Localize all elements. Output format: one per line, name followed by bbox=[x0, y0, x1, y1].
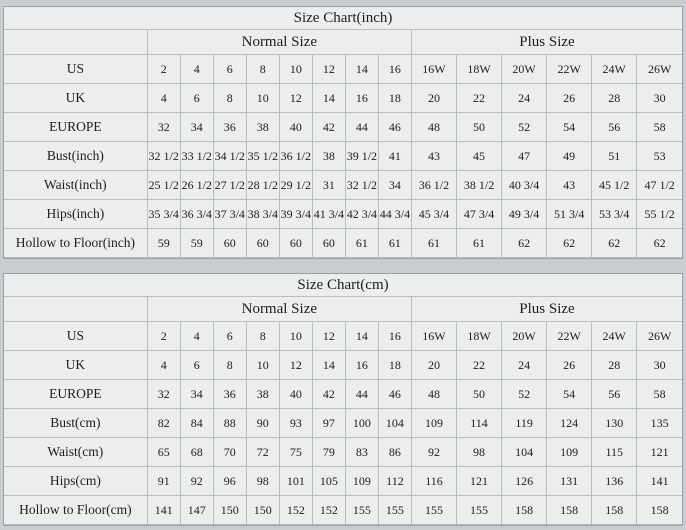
cell: 61 bbox=[378, 229, 411, 258]
cell: 114 bbox=[457, 409, 502, 438]
cell: 126 bbox=[502, 467, 547, 496]
row-label: EUROPE bbox=[4, 380, 147, 409]
cell: 68 bbox=[180, 438, 213, 467]
cell: 61 bbox=[345, 229, 378, 258]
cell: 16 bbox=[378, 322, 411, 351]
table-row bbox=[4, 55, 682, 84]
cell: 147 bbox=[180, 496, 213, 525]
cell: 49 bbox=[547, 142, 592, 171]
table-row bbox=[4, 200, 682, 229]
cell: 37 3/4 bbox=[213, 200, 246, 229]
cell: 12 bbox=[312, 322, 345, 351]
cell: 72 bbox=[246, 438, 279, 467]
cell: 22 bbox=[457, 84, 502, 113]
row-label: Hips(cm) bbox=[4, 467, 147, 496]
row-label: Bust(cm) bbox=[4, 409, 147, 438]
cell: 26 bbox=[547, 351, 592, 380]
cell: 4 bbox=[147, 351, 180, 380]
cell: 16W bbox=[411, 55, 456, 84]
cell: 34 bbox=[180, 380, 213, 409]
cell: 86 bbox=[378, 438, 411, 467]
cell: 101 bbox=[279, 467, 312, 496]
cell: 46 bbox=[378, 113, 411, 142]
cell: 104 bbox=[378, 409, 411, 438]
cell: 29 1/2 bbox=[279, 171, 312, 200]
cell: 8 bbox=[246, 55, 279, 84]
cell: 62 bbox=[637, 229, 682, 258]
cell: 24 bbox=[502, 84, 547, 113]
chart-group-row bbox=[4, 30, 682, 55]
cell: 38 bbox=[246, 380, 279, 409]
cell: 8 bbox=[213, 351, 246, 380]
cell: 119 bbox=[502, 409, 547, 438]
cell: 43 bbox=[547, 171, 592, 200]
cell: 70 bbox=[213, 438, 246, 467]
table-row bbox=[4, 142, 682, 171]
cell: 61 bbox=[411, 229, 456, 258]
cell: 28 1/2 bbox=[246, 171, 279, 200]
cell: 38 bbox=[246, 113, 279, 142]
cell: 109 bbox=[547, 438, 592, 467]
cell: 44 3/4 bbox=[378, 200, 411, 229]
cell: 136 bbox=[592, 467, 637, 496]
cell: 135 bbox=[637, 409, 682, 438]
cell: 32 bbox=[147, 113, 180, 142]
table-row bbox=[4, 84, 682, 113]
cell: 2 bbox=[147, 55, 180, 84]
cell: 6 bbox=[213, 322, 246, 351]
cell: 22W bbox=[547, 55, 592, 84]
cell: 109 bbox=[411, 409, 456, 438]
cell: 141 bbox=[637, 467, 682, 496]
cell: 34 bbox=[378, 171, 411, 200]
cell: 32 1/2 bbox=[147, 142, 180, 171]
cell: 43 bbox=[411, 142, 456, 171]
cell: 38 bbox=[312, 142, 345, 171]
row-label: US bbox=[4, 322, 147, 351]
chart-group-row bbox=[4, 297, 682, 322]
table-row bbox=[4, 438, 682, 467]
cell: 30 bbox=[637, 351, 682, 380]
cell: 10 bbox=[246, 84, 279, 113]
cell: 42 bbox=[312, 113, 345, 142]
row-label: UK bbox=[4, 84, 147, 113]
cell: 14 bbox=[345, 55, 378, 84]
cell: 25 1/2 bbox=[147, 171, 180, 200]
cell: 61 bbox=[457, 229, 502, 258]
cell: 42 bbox=[312, 380, 345, 409]
cell: 2 bbox=[147, 322, 180, 351]
cell: 98 bbox=[457, 438, 502, 467]
cell: 93 bbox=[279, 409, 312, 438]
cell: 121 bbox=[637, 438, 682, 467]
cell: 10 bbox=[279, 322, 312, 351]
cell: 44 bbox=[345, 380, 378, 409]
group-normal-size: Normal Size bbox=[147, 30, 411, 55]
cell: 84 bbox=[180, 409, 213, 438]
cell: 12 bbox=[279, 351, 312, 380]
cell: 91 bbox=[147, 467, 180, 496]
cell: 36 3/4 bbox=[180, 200, 213, 229]
cell: 26 1/2 bbox=[180, 171, 213, 200]
cell: 6 bbox=[213, 55, 246, 84]
cell: 39 1/2 bbox=[345, 142, 378, 171]
chart-title-row bbox=[4, 274, 682, 297]
cell: 38 1/2 bbox=[457, 171, 502, 200]
cell: 50 bbox=[457, 113, 502, 142]
cell: 6 bbox=[180, 84, 213, 113]
cell: 62 bbox=[502, 229, 547, 258]
cell: 27 1/2 bbox=[213, 171, 246, 200]
table-row bbox=[4, 409, 682, 438]
cell: 59 bbox=[147, 229, 180, 258]
cell: 38 3/4 bbox=[246, 200, 279, 229]
cell: 26W bbox=[637, 55, 682, 84]
cell: 16 bbox=[345, 351, 378, 380]
cell: 58 bbox=[637, 113, 682, 142]
cell: 54 bbox=[547, 113, 592, 142]
cell: 50 bbox=[457, 380, 502, 409]
cell: 141 bbox=[147, 496, 180, 525]
cell: 42 3/4 bbox=[345, 200, 378, 229]
cell: 4 bbox=[147, 84, 180, 113]
cell: 33 1/2 bbox=[180, 142, 213, 171]
cell: 14 bbox=[345, 322, 378, 351]
row-label: Hollow to Floor(cm) bbox=[4, 496, 147, 525]
cell: 62 bbox=[547, 229, 592, 258]
cell: 98 bbox=[246, 467, 279, 496]
cell: 131 bbox=[547, 467, 592, 496]
cell: 35 3/4 bbox=[147, 200, 180, 229]
cell: 6 bbox=[180, 351, 213, 380]
cell: 49 3/4 bbox=[502, 200, 547, 229]
cell: 32 bbox=[147, 380, 180, 409]
table-row bbox=[4, 467, 682, 496]
cell: 24W bbox=[592, 55, 637, 84]
cell: 155 bbox=[345, 496, 378, 525]
cell: 79 bbox=[312, 438, 345, 467]
cell: 18 bbox=[378, 351, 411, 380]
cell: 40 bbox=[279, 113, 312, 142]
cell: 34 1/2 bbox=[213, 142, 246, 171]
cell: 45 3/4 bbox=[411, 200, 456, 229]
cell: 20W bbox=[502, 55, 547, 84]
cell: 155 bbox=[457, 496, 502, 525]
chart-title: Size Chart(cm) bbox=[4, 274, 682, 297]
cell: 28 bbox=[592, 84, 637, 113]
cell: 14 bbox=[312, 84, 345, 113]
group-row-spacer bbox=[4, 30, 147, 55]
row-label: Waist(cm) bbox=[4, 438, 147, 467]
cell: 52 bbox=[502, 113, 547, 142]
cell: 40 3/4 bbox=[502, 171, 547, 200]
cell: 152 bbox=[312, 496, 345, 525]
cell: 12 bbox=[312, 55, 345, 84]
group-normal-size: Normal Size bbox=[147, 297, 411, 322]
cell: 4 bbox=[180, 322, 213, 351]
cell: 52 bbox=[502, 380, 547, 409]
cell: 24 bbox=[502, 351, 547, 380]
cell: 47 bbox=[502, 142, 547, 171]
cell: 36 bbox=[213, 113, 246, 142]
cell: 28 bbox=[592, 351, 637, 380]
cell: 90 bbox=[246, 409, 279, 438]
table-row bbox=[4, 113, 682, 142]
cell: 92 bbox=[180, 467, 213, 496]
cell: 47 1/2 bbox=[637, 171, 682, 200]
cell: 88 bbox=[213, 409, 246, 438]
cell: 36 1/2 bbox=[411, 171, 456, 200]
cell: 51 bbox=[592, 142, 637, 171]
cell: 124 bbox=[547, 409, 592, 438]
cell: 14 bbox=[312, 351, 345, 380]
cell: 30 bbox=[637, 84, 682, 113]
cell: 53 bbox=[637, 142, 682, 171]
table-row bbox=[4, 171, 682, 200]
chart-title-row bbox=[4, 7, 682, 30]
cell: 150 bbox=[246, 496, 279, 525]
cell: 31 bbox=[312, 171, 345, 200]
cell: 58 bbox=[637, 380, 682, 409]
cell: 60 bbox=[246, 229, 279, 258]
cell: 155 bbox=[378, 496, 411, 525]
cell: 109 bbox=[345, 467, 378, 496]
cell: 158 bbox=[592, 496, 637, 525]
cell: 35 1/2 bbox=[246, 142, 279, 171]
cell: 10 bbox=[279, 55, 312, 84]
row-label: UK bbox=[4, 351, 147, 380]
cell: 158 bbox=[637, 496, 682, 525]
cell: 18W bbox=[457, 322, 502, 351]
table-row bbox=[4, 351, 682, 380]
cell: 16 bbox=[345, 84, 378, 113]
row-label: Hips(inch) bbox=[4, 200, 147, 229]
cell: 16W bbox=[411, 322, 456, 351]
cell: 16 bbox=[378, 55, 411, 84]
table-row bbox=[4, 322, 682, 351]
cell: 24W bbox=[592, 322, 637, 351]
cell: 104 bbox=[502, 438, 547, 467]
cell: 34 bbox=[180, 113, 213, 142]
cell: 36 bbox=[213, 380, 246, 409]
cell: 105 bbox=[312, 467, 345, 496]
cell: 39 3/4 bbox=[279, 200, 312, 229]
size-chart-cm bbox=[3, 273, 683, 526]
cell: 32 1/2 bbox=[345, 171, 378, 200]
cell: 18 bbox=[378, 84, 411, 113]
row-label: EUROPE bbox=[4, 113, 147, 142]
cell: 18W bbox=[457, 55, 502, 84]
table-row bbox=[4, 496, 682, 525]
cell: 8 bbox=[246, 322, 279, 351]
size-chart-inch-table bbox=[4, 7, 682, 258]
cell: 82 bbox=[147, 409, 180, 438]
cell: 150 bbox=[213, 496, 246, 525]
cell: 56 bbox=[592, 113, 637, 142]
cell: 48 bbox=[411, 113, 456, 142]
cell: 44 bbox=[345, 113, 378, 142]
cell: 97 bbox=[312, 409, 345, 438]
cell: 130 bbox=[592, 409, 637, 438]
cell: 92 bbox=[411, 438, 456, 467]
cell: 54 bbox=[547, 380, 592, 409]
cell: 20 bbox=[411, 84, 456, 113]
cell: 155 bbox=[411, 496, 456, 525]
cell: 60 bbox=[312, 229, 345, 258]
row-label: Hollow to Floor(inch) bbox=[4, 229, 147, 258]
cell: 46 bbox=[378, 380, 411, 409]
cell: 22W bbox=[547, 322, 592, 351]
group-plus-size: Plus Size bbox=[411, 30, 682, 55]
chart-title: Size Chart(inch) bbox=[4, 7, 682, 30]
cell: 121 bbox=[457, 467, 502, 496]
cell: 65 bbox=[147, 438, 180, 467]
cell: 51 3/4 bbox=[547, 200, 592, 229]
cell: 152 bbox=[279, 496, 312, 525]
row-label: US bbox=[4, 55, 147, 84]
group-plus-size: Plus Size bbox=[411, 297, 682, 322]
row-label: Bust(inch) bbox=[4, 142, 147, 171]
table-row bbox=[4, 380, 682, 409]
cell: 12 bbox=[279, 84, 312, 113]
cell: 20 bbox=[411, 351, 456, 380]
size-chart-inch bbox=[3, 6, 683, 259]
cell: 41 3/4 bbox=[312, 200, 345, 229]
cell: 47 3/4 bbox=[457, 200, 502, 229]
cell: 83 bbox=[345, 438, 378, 467]
cell: 22 bbox=[457, 351, 502, 380]
cell: 158 bbox=[502, 496, 547, 525]
cell: 45 1/2 bbox=[592, 171, 637, 200]
cell: 75 bbox=[279, 438, 312, 467]
cell: 116 bbox=[411, 467, 456, 496]
cell: 60 bbox=[279, 229, 312, 258]
cell: 10 bbox=[246, 351, 279, 380]
cell: 26 bbox=[547, 84, 592, 113]
cell: 158 bbox=[547, 496, 592, 525]
cell: 112 bbox=[378, 467, 411, 496]
table-row bbox=[4, 229, 682, 258]
cell: 60 bbox=[213, 229, 246, 258]
cell: 4 bbox=[180, 55, 213, 84]
cell: 115 bbox=[592, 438, 637, 467]
cell: 48 bbox=[411, 380, 456, 409]
cell: 8 bbox=[213, 84, 246, 113]
cell: 40 bbox=[279, 380, 312, 409]
cell: 55 1/2 bbox=[637, 200, 682, 229]
cell: 56 bbox=[592, 380, 637, 409]
cell: 59 bbox=[180, 229, 213, 258]
cell: 41 bbox=[378, 142, 411, 171]
cell: 36 1/2 bbox=[279, 142, 312, 171]
cell: 62 bbox=[592, 229, 637, 258]
cell: 26W bbox=[637, 322, 682, 351]
cell: 100 bbox=[345, 409, 378, 438]
cell: 96 bbox=[213, 467, 246, 496]
size-chart-cm-table bbox=[4, 274, 682, 525]
cell: 20W bbox=[502, 322, 547, 351]
cell: 45 bbox=[457, 142, 502, 171]
row-label: Waist(inch) bbox=[4, 171, 147, 200]
group-row-spacer bbox=[4, 297, 147, 322]
cell: 53 3/4 bbox=[592, 200, 637, 229]
